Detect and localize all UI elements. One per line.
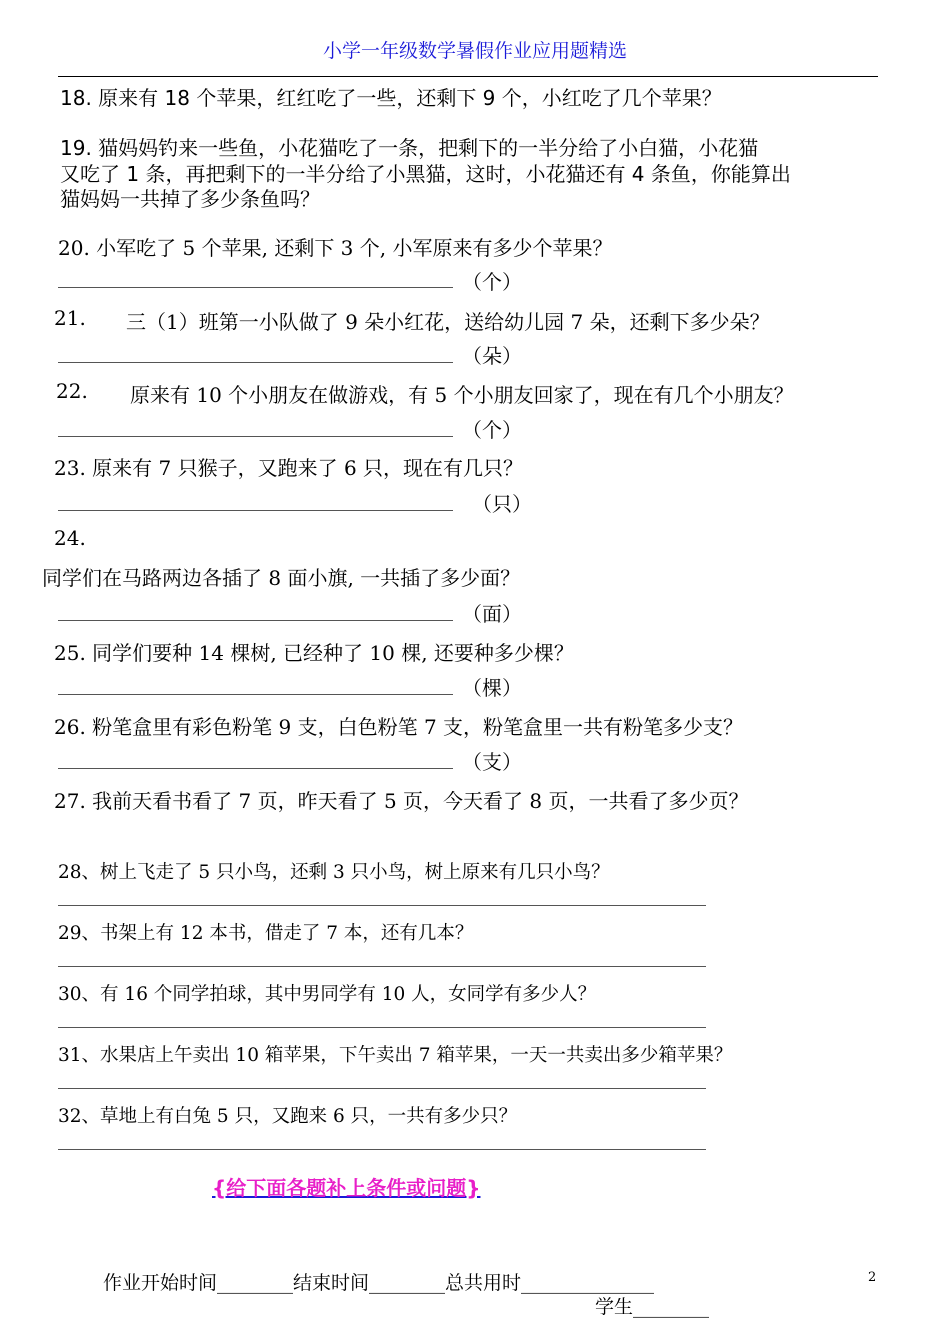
answer-line-22[interactable] — [58, 436, 453, 437]
header-divider — [58, 76, 878, 77]
question-27: 27. 我前天看书看了 7 页，昨天看了 5 页，今天看了 8 页，一共看了多少页？ — [54, 789, 749, 813]
answer-line-32[interactable] — [58, 1149, 706, 1150]
unit-20: （个） — [462, 270, 522, 294]
answer-line-25[interactable] — [58, 694, 453, 695]
answer-line-29[interactable] — [58, 966, 706, 967]
answer-line-28[interactable] — [58, 905, 706, 906]
answer-line-31[interactable] — [58, 1088, 706, 1089]
unit-21: （朵） — [462, 344, 522, 368]
question-19-line-2: 又吃了 1 条，再把剩下的一半分给了小黑猫，这时，小花猫还有 4 条鱼，你能算出 — [60, 162, 791, 186]
answer-line-24[interactable] — [58, 620, 453, 621]
question-26: 26. 粉笔盒里有彩色粉笔 9 支，白色粉笔 7 支，粉笔盒里一共有粉笔多少支？ — [54, 715, 744, 739]
question-31: 31、水果店上午卖出 10 箱苹果，下午卖出 7 箱苹果，一天一共卖出多少箱苹果？ — [58, 1045, 733, 1066]
section-heading: {给下面各题补上条件或问题} — [212, 1176, 481, 1200]
question-29: 29、书架上有 12 本书，借走了 7 本，还有几本？ — [58, 923, 474, 944]
unit-25: （棵） — [462, 676, 522, 700]
question-32: 32、草地上有白兔 5 只，又跑来 6 只，一共有多少只？ — [58, 1106, 518, 1127]
answer-line-26[interactable] — [58, 768, 453, 769]
question-28: 28、树上飞走了 5 只小鸟，还剩 3 只小鸟，树上原来有几只小鸟？ — [58, 862, 610, 883]
question-22: 原来有 10 个小朋友在做游戏，有 5 个小朋友回家了，现在有几个小朋友？ — [130, 383, 794, 407]
student-name-line: 学生________ — [595, 1296, 710, 1318]
question-21-number: 21. — [54, 306, 86, 330]
question-24: 同学们在马路两边各插了 8 面小旗, 一共插了多少面？ — [42, 566, 521, 590]
question-24-number: 24. — [54, 526, 86, 550]
question-19-line-1: 19. 猫妈妈钓来一些鱼，小花猫吃了一条，把剩下的一半分给了小白猫，小花猫 — [60, 136, 759, 160]
unit-24: （面） — [462, 602, 522, 626]
answer-line-23[interactable] — [58, 510, 453, 511]
unit-22: （个） — [462, 418, 522, 442]
question-23: 23. 原来有 7 只猴子，又跑来了 6 只，现在有几只？ — [54, 456, 524, 480]
answer-line-21[interactable] — [58, 362, 453, 363]
question-19-line-3: 猫妈妈一共掉了多少条鱼吗？ — [60, 187, 320, 211]
question-22-number: 22. — [56, 379, 88, 403]
page-title: 小学一年级数学暑假作业应用题精选 — [322, 40, 627, 62]
answer-line-30[interactable] — [58, 1027, 706, 1028]
page-number: 2 — [868, 1270, 877, 1285]
question-30: 30、有 16 个同学拍球，其中男同学有 10 人，女同学有多少人？ — [58, 984, 597, 1005]
unit-26: （支） — [462, 750, 522, 774]
question-20: 20. 小军吃了 5 个苹果, 还剩下 3 个, 小军原来有多少个苹果？ — [58, 236, 613, 260]
question-21: 三（1）班第一小队做了 9 朵小红花，送给幼儿园 7 朵，还剩下多少朵？ — [126, 310, 770, 334]
unit-23: （只） — [472, 492, 532, 516]
homework-time-line: 作业开始时间________结束时间________总共用时______________ — [103, 1272, 655, 1294]
question-25: 25. 同学们要种 14 棵树, 已经种了 10 棵, 还要种多少棵？ — [54, 641, 574, 665]
answer-line-20[interactable] — [58, 287, 453, 288]
question-18: 18. 原来有 18 个苹果，红红吃了一些，还剩下 9 个，小红吃了几个苹果？ — [60, 86, 722, 110]
